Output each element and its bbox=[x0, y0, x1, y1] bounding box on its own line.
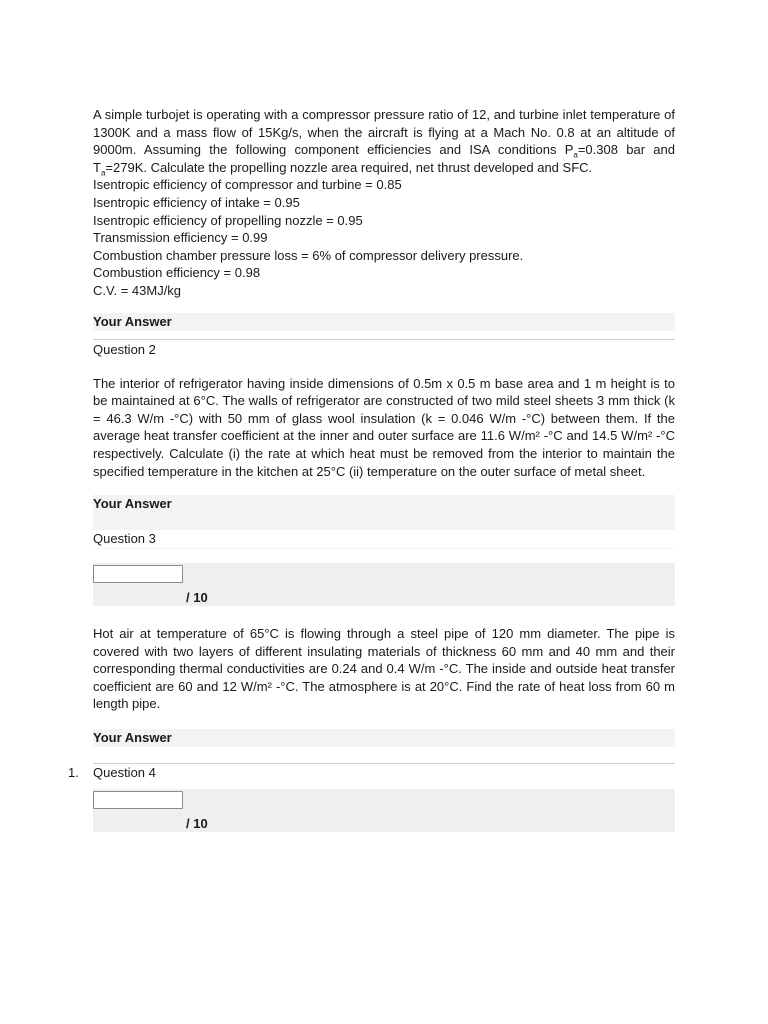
your-answer-header: Your Answer bbox=[93, 729, 675, 747]
question-3-text: Hot air at temperature of 65°C is flowing through a steel pipe of 120 mm diameter. The pipe is covered with two layers of different insulating materials of thickness 60 mm and 40 mm and their corresponding thermal conductivities are 0.24 and 0.4 W/m -°C. The inside and outside heat transfer coefficient are 60 and 12 W/m² -°C. The atmosphere is at 20°C. Find the rate of heat loss from 60 m length pipe. bbox=[93, 626, 675, 712]
question-1-efficiencies bbox=[93, 176, 675, 299]
efficiency-line: Isentropic efficiency of compressor and turbine = 0.85 bbox=[93, 177, 402, 193]
efficiency-line: Combustion chamber pressure loss = 6% of compressor delivery pressure. bbox=[93, 247, 524, 263]
efficiency-line: Isentropic efficiency of intake = 0.95 bbox=[93, 194, 300, 210]
score-input[interactable] bbox=[93, 791, 183, 809]
efficiency-line: Combustion efficiency = 0.98 bbox=[93, 265, 261, 281]
efficiency-line: Transmission efficiency = 0.99 bbox=[93, 230, 268, 246]
question-4-row bbox=[68, 764, 675, 782]
question-2-answer-area bbox=[93, 495, 675, 549]
score-max-label: / 10 bbox=[186, 590, 208, 606]
question-2-label: Question 2 bbox=[93, 341, 156, 357]
question-4-score-area bbox=[93, 789, 675, 832]
question-2-text: The interior of refrigerator having inside dimensions of 0.5m x 0.5 m base area and 1 m height is to be maintained at 6°C. The walls of refrigerator are constructed of two mild steel sheets 3 mm thick (k = 46.3 W/m -°C) with 50 mm of glass wool insulation (k = 0.046 W/m -°C) between them. If the average heat transfer coefficient at the inner and outer surface are 11.6 W/m² -°C and 14.5 W/m² -°C respectively. Calculate (i) the rate at which heat must be removed from the interior to maintain the specified temperature in the kitchen at 25°C (ii) temperature on the outer surface of metal sheet. bbox=[93, 375, 675, 479]
your-answer-header: Your Answer bbox=[93, 496, 172, 512]
list-number: 1. bbox=[68, 765, 79, 781]
question-3-label: Question 3 bbox=[93, 530, 675, 548]
question-3-score-area bbox=[93, 563, 675, 606]
score-input[interactable] bbox=[93, 565, 183, 583]
score-max-label: / 10 bbox=[186, 816, 208, 832]
efficiency-line: Isentropic efficiency of propelling nozzle = 0.95 bbox=[93, 212, 363, 228]
question-4-label: Question 4 bbox=[93, 765, 156, 781]
question-1-text: A simple turbojet is operating with a compressor pressure ratio of 12, and turbine inlet temperature of 1300K and a mass flow of 15Kg/s, when the aircraft is flying at a Mach No. 0.8 at an altitude of 9000m. Assuming the following component efficiencies and ISA conditions $P_a=0.308$ bar and $T_a=279K$. Calculate the propelling nozzle area required, net thrust developed and SFC. bbox=[93, 107, 675, 178]
efficiency-line: C.V. = 43MJ/kg bbox=[93, 282, 182, 298]
your-answer-header: Your Answer bbox=[93, 313, 675, 331]
document-page bbox=[68, 106, 675, 832]
